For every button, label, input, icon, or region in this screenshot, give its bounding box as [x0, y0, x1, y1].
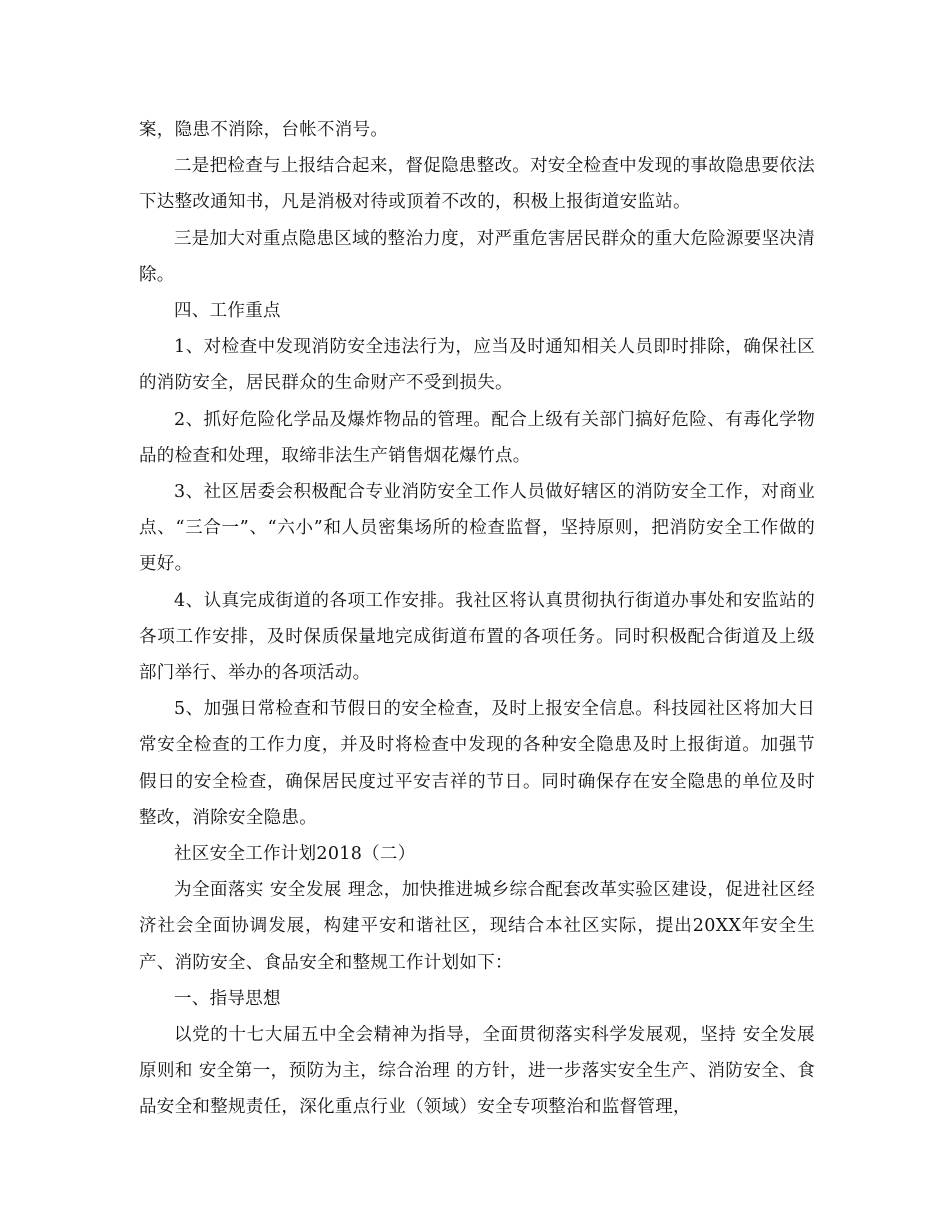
paragraph-focus-1: 1、对检查中发现消防安全违法行为，应当及时通知相关人员即时排除，确保社区的消防安全，居民群众的生命财产不受到损失。 [139, 337, 815, 394]
paragraph-item-two: 二是把检查与上报结合起来，督促隐患整改。对安全检查中发现的事故隐患要依法下达整改通知书，凡是消极对待或顶着不改的，积极上报街道安监站。 [139, 156, 815, 213]
section-heading-work-focus: 四、工作重点 [174, 301, 281, 322]
paragraph-focus-2: 2、抓好危险化学品及爆炸物品的管理。配合上级有关部门搞好危险、有毒化学物品的检查和处理，取缔非法生产销售烟花爆竹点。 [139, 409, 815, 466]
paragraph-focus-5: 5、加强日常检查和节假日的安全检查，及时上报安全信息。科技园社区将加大日常安全检查的工作力度，并及时将检查中发现的各种安全隐患及时上报街道。加强节假日的安全检查，确保居民度过平安吉祥的节日。同时确保存在安全隐患的单位及时整改，消除安全隐患。 [139, 699, 815, 828]
section-heading-guiding-ideology: 一、指导思想 [174, 988, 281, 1009]
paragraph-intro: 为全面落实 安全发展 理念，加快推进城乡综合配套改革实验区建设，促进社区经济社会全面协调发展，构建平安和谐社区，现结合本社区实际，提出20XX年安全生产、消防安全、食品安全和整规工作计划如下： [139, 880, 815, 973]
paragraph-item-three: 三是加大对重点隐患区域的整治力度，对严重危害居民群众的重大危险源要坚决清除。 [139, 228, 815, 285]
paragraph-guiding-ideology: 以党的十七大届五中全会精神为指导，全面贯彻落实科学发展观，坚持 安全发展 原则和 安全第一，预防为主，综合治理 的方针，进一步落实安全生产、消防安全、食品安全和整规责任，深化重点行业（领域）安全专项整治和监督管理， [139, 1025, 815, 1118]
paragraph-continuation: 案，隐患不消除，台帐不消号。 [139, 120, 389, 140]
document-subtitle: 社区安全工作计划2018（二） [174, 844, 416, 865]
paragraph-focus-3: 3、社区居委会积极配合专业消防安全工作人员做好辖区的消防安全工作，对商业点、“三合一”、“六小”和人员密集场所的检查监督，坚持原则，把消防安全工作做的更好。 [139, 482, 815, 575]
paragraph-focus-4: 4、认真完成街道的各项工作安排。我社区将认真贯彻执行街道办事处和安监站的各项工作安排，及时保质保量地完成街道布置的各项任务。同时积极配合街道及上级部门举行、举办的各项活动。 [139, 590, 815, 684]
document-body [139, 112, 815, 1126]
